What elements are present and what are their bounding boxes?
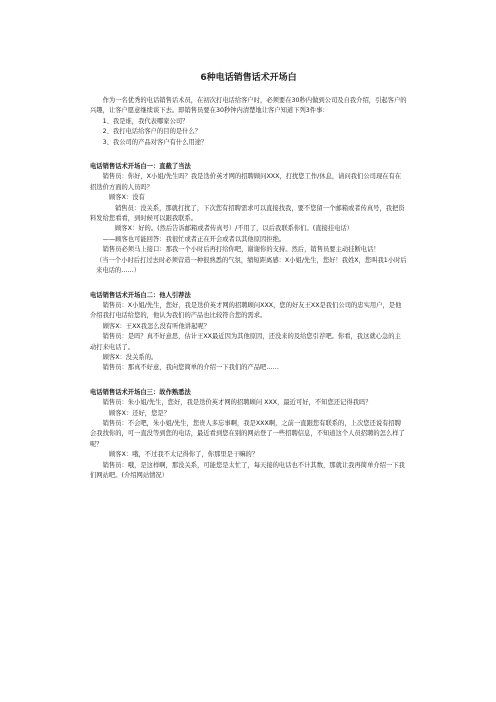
section-2-line: 销售员：是吗？真不好意思，估计王XX最近因为其他原因，还没来的及给您引荐吧。你看，我这就心急的主动打来电话了。: [90, 333, 401, 351]
section-2-line: 销售员：X小姐/先生，您好，我是迭价英才网的招聘顾问XXX，您的好友王XX是我们公司的忠实用户，是他介绍我打电话给您的，他认为我们的产品也比较符合您的需求。: [90, 301, 402, 320]
section-3-line: 顾客X：哦，不过我不太记得你了，你那里是干嘛的？: [109, 451, 259, 459]
section-1-line: 顾客X：好的。(然后告诉邮箱或者传真号）/不用了，以后我联系你们。(直接挂电话）: [115, 225, 354, 233]
section-3-line: 销售员：哦，是这样啊，那没关系，可能您是太忙了，每天接的电话也不计其数，那就让我再简单介绍一下我们网站吧。(介绍网站情况）: [90, 461, 405, 479]
intro-point-3: 3、我公司的产品对客户有什么用途？: [102, 138, 208, 146]
section-2-title: 电话销售话术开场白二：他人引荐法: [90, 291, 191, 299]
section-1-line: 销售员必须马上接口：那我一个小时后再打给你吧，谢谢你的支持。然后，销售员要主动挂断电话！: [102, 246, 380, 254]
section-3-title: 电话销售话术开场白三：故作熟悉法: [90, 388, 191, 396]
section-1-line: 销售员：你好，X小姐/先生吗？我是迭价英才网的招聘顾问XXX，打扰您工作/休息，请问我们公司现在有在招迭价方面的人员吗？: [90, 173, 402, 191]
intro-point-1: 1、我是谁，我代表哪家公司？: [102, 117, 189, 125]
intro-point-2: 2、我打电话给客户的目的是什么？: [102, 128, 202, 136]
document-page: [90, 72, 407, 481]
section-2-line: 顾客X：王XX我怎么没有听他讲起呢？: [102, 322, 210, 330]
section-1-line: （当一个小时后打过去时必须营造一种很熟悉的气氛，缩短距离感：X小姐/先生，您好！我姓X，您叫我1小时后来电话的……）: [96, 256, 407, 275]
section-1-line: ——顾客也可能回答：我很忙或者正在开会或者以其他原因拒绝。: [102, 235, 286, 243]
section-3-line: 销售员：朱小姐/先生，您好，我是迭价英才网的招聘顾问 XXX，最近可好，不知您还记得我吗？: [102, 399, 372, 407]
intro-paragraph: 作为一名优秀的电话销售话术员，在初次打电话给客户时，必须要在30秒内做到公司及自我介绍，引起客户的兴趣，让客户愿意继续谈下去。即销售员要在30秒钟内清楚地让客户知道下列3件事：: [90, 97, 407, 115]
section-1-line: 销售员：没关系，那就打扰了，下次您有招聘需求可以直接找我，要不您留一个邮箱或者传真号，我把资料发给您看看，到时候可以跟我联系。: [90, 204, 405, 223]
document-title: 6种电话销售话术开场白: [200, 73, 297, 83]
section-2-line: 销售员：那真不好意，我向您简单的介绍一下我们的产品吧……: [102, 364, 279, 372]
section-3-line: 销售员：不会吧，朱小姐/先生，您贵人多忘事啊，我是XXX啊，之前一直跟您有联系的，上次您还说有招聘会我找你的，可一直没等到您的电话，最近看到您在别的网站登了一些招聘信息，不知道这个人员招聘的怎么样了呢？: [90, 419, 405, 448]
section-2-line: 顾客X：没关系的。: [102, 353, 158, 361]
section-1-line: 顾客X：没有: [109, 194, 145, 202]
section-1-title: 电话销售话术开场白一：直截了当法: [90, 163, 191, 171]
section-3-line: 顾客X：还好，您是？: [109, 409, 170, 417]
